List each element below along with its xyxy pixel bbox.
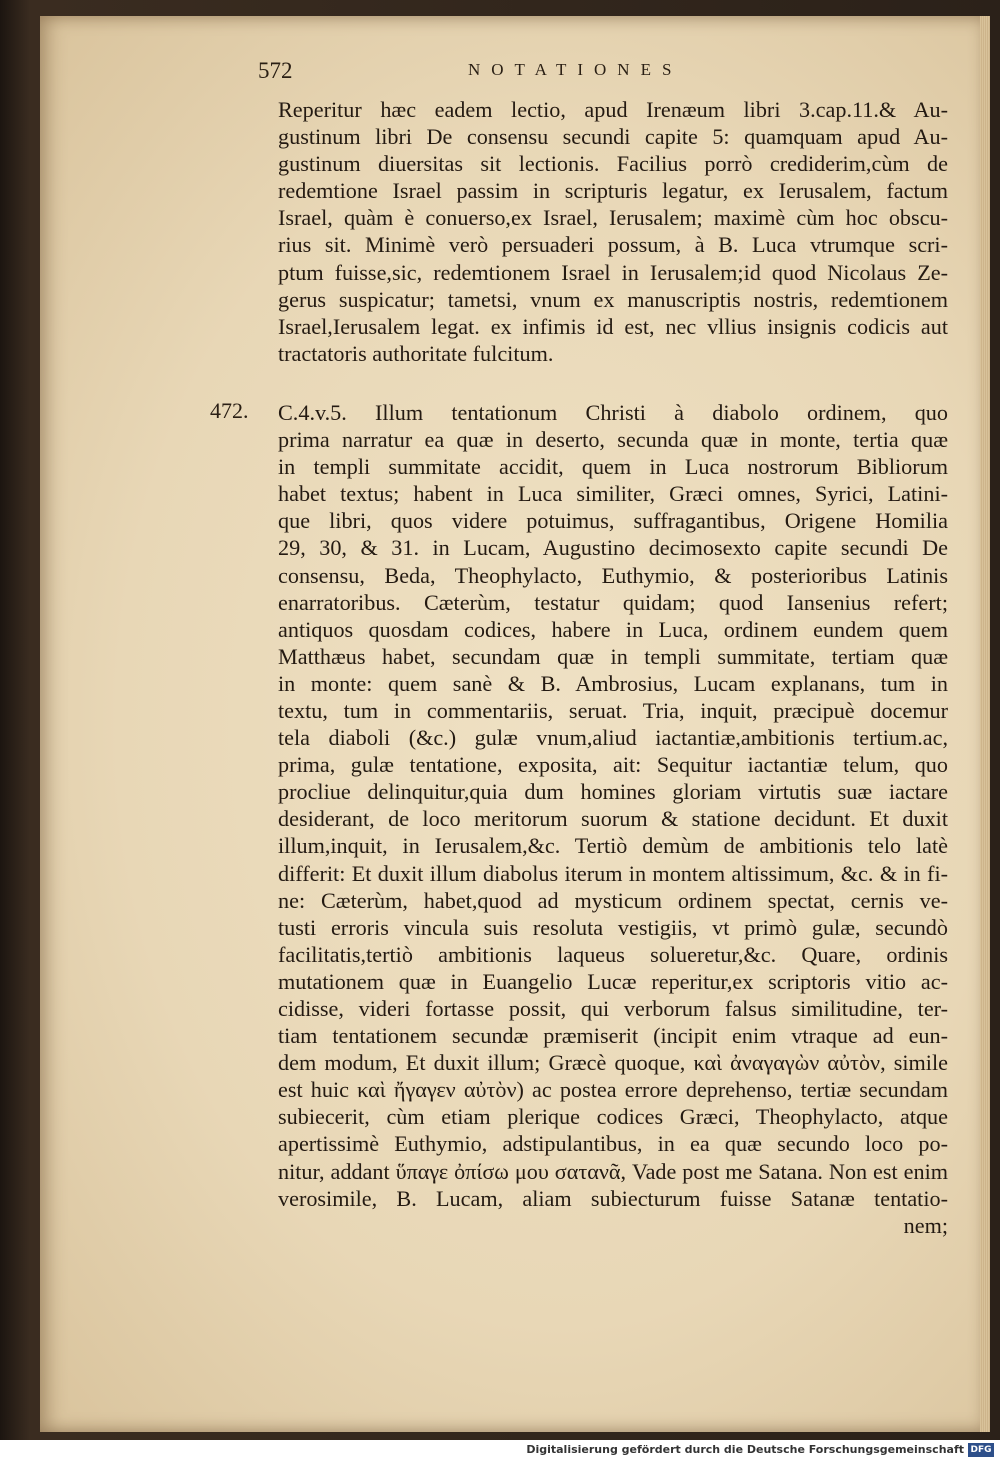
text-line: ne: Cæterùm, habet,quod ad mysticum ordinem spectat, cernis ve- xyxy=(278,887,948,913)
text-line: redemtione Israel passim in scripturis legatur, ex Ierusalem, factum xyxy=(278,178,948,204)
running-head xyxy=(258,58,738,90)
text-line: nitur, addant ὕπαγε ὀπίσω μου σατανᾶ, Vade post me Satana. Non est enim xyxy=(278,1158,948,1184)
paragraph-2 xyxy=(278,399,948,1239)
text-line: antiquos quosdam codices, habere in Luca, ordinem eundem quem xyxy=(278,616,948,642)
text-line: 29, 30, & 31. in Lucam, Augustino decimosexto capite secundi De xyxy=(278,535,948,561)
paragraph-gap xyxy=(278,367,948,399)
text-line: habet textus; habent in Luca similiter, Græci omnes, Syrici, Latini- xyxy=(278,481,948,507)
page-number: 572 xyxy=(258,58,293,83)
text-line: rius sit. Minimè verò persuaderi possum, à B. Luca vtrumque scri- xyxy=(278,232,948,258)
text-line: tiam tentationem secundæ præmiserit (incipit enim vtraque ad eun- xyxy=(278,1023,948,1049)
text-line: differit: Et duxit illum diabolus iterum in montem altissimum, &c. & in fi- xyxy=(278,860,948,886)
text-line: in templi summitate accidit, quem in Luca nostrorum Bibliorum xyxy=(278,454,948,480)
text-line: facilitatis,tertiò ambitionis laqueus solueretur,&c. Quare, ordinis xyxy=(278,941,948,967)
text-line: prima, gulæ tentatione, exposita, ait: Sequitur iactantiæ telum, quo xyxy=(278,752,948,778)
text-line: enarratoribus. Cæterùm, testatur quidam; quod Iansenius refert; xyxy=(278,589,948,615)
text-line: Israel,Ierusalem legat. ex infimis id est, nec vllius insignis codicis aut xyxy=(278,313,948,339)
text-line: apertissimè Euthymio, adstipulantibus, in ea quæ secundo loco po- xyxy=(278,1131,948,1157)
text-line: Matthæus habet, secundam quæ in templi summitate, tertiam quæ xyxy=(278,643,948,669)
text-line: est huic καὶ ἤγαγεν αὐτὸν) ac postea errore deprehenso, tertiæ secundam xyxy=(278,1077,948,1103)
text-line: illum,inquit, in Ierusalem,&c. Tertiò demùm de ambitionis telo latè xyxy=(278,833,948,859)
dfg-logo: DFG xyxy=(968,1443,994,1457)
text-line: tusti erroris vincula suis resoluta vestigiis, vt primò gulæ, secundò xyxy=(278,914,948,940)
paragraph-1 xyxy=(278,96,948,367)
funding-credit: Digitalisierung gefördert durch die Deutsche Forschungsgemeinschaft xyxy=(526,1443,964,1456)
text-line: ptum fuisse,sic, redemtionem Israel in Ierusalem;id quod Nicolaus Ze- xyxy=(278,259,948,285)
text-line: C.4.v.5. Illum tentationum Christi à diabolo ordinem, quo xyxy=(278,399,948,425)
body-text xyxy=(278,96,948,1239)
text-line: cidisse, videri fortasse possit, qui verborum falsus similitudine, ter- xyxy=(278,996,948,1021)
text-line: tractatoris authoritate fulcitum. xyxy=(278,340,554,366)
text-line: Israel, quàm è conuerso,ex Israel, Ierusalem; maximè cùm hoc obscu- xyxy=(278,205,948,231)
text-line: mutationem quæ in Euangelio Lucæ reperitur,ex scriptoris vitio ac- xyxy=(278,968,948,994)
page-edge xyxy=(980,16,990,1432)
text-line: gustinum libri De consensu secundi capite 5: quamquam apud Au- xyxy=(278,124,948,150)
text-line: tela diaboli (&c.) gulæ vnum,aliud iactantiæ,ambitionis tertium.ac, xyxy=(278,725,948,751)
text-line: que libri, quos videre potuimus, suffragantibus, Origene Homilia xyxy=(278,508,948,534)
margin-note-number: 472. xyxy=(210,398,249,423)
text-line: gustinum diuersitas sit lectionis. Facilius porrò crediderim,cùm de xyxy=(278,151,948,177)
text-line: consensu, Beda, Theophylacto, Euthymio, & posterioribus Latinis xyxy=(278,562,948,588)
running-title: NOTATIONES xyxy=(468,60,683,79)
text-line: Reperitur hæc eadem lectio, apud Irenæum libri 3.cap.11.& Au- xyxy=(278,97,948,122)
text-line: textu, tum in commentariis, seruat. Tria, inquit, præcipuè docemur xyxy=(278,697,948,723)
catchword: nem; xyxy=(903,1212,948,1238)
text-line: verosimile, B. Lucam, aliam subiecturum fuisse Satanæ tentatio- xyxy=(278,1185,948,1211)
text-line: desiderant, de loco meritorum suorum & statione decidunt. Et duxit xyxy=(278,806,948,832)
text-line: subiecerit, cùm etiam plerique codices Græci, Theophylacto, atque xyxy=(278,1104,948,1130)
text-line: prima narratur ea quæ in deserto, secunda quæ in monte, tertia quæ xyxy=(278,427,948,453)
text-line: dem modum, Et duxit illum; Græcè quoque, καὶ ἀναγαγὼν αὐτὸν, simile xyxy=(278,1050,948,1076)
text-line: procliue delinquitur,quia dum homines gloriam virtutis suæ iactare xyxy=(278,779,948,805)
text-line: in monte: quem sanè & B. Ambrosius, Lucam explanans, tum in xyxy=(278,670,948,696)
footer-bar xyxy=(0,1440,1000,1462)
text-line: gerus suspicatur; tametsi, vnum ex manuscriptis nostris, redemtionem xyxy=(278,286,948,312)
